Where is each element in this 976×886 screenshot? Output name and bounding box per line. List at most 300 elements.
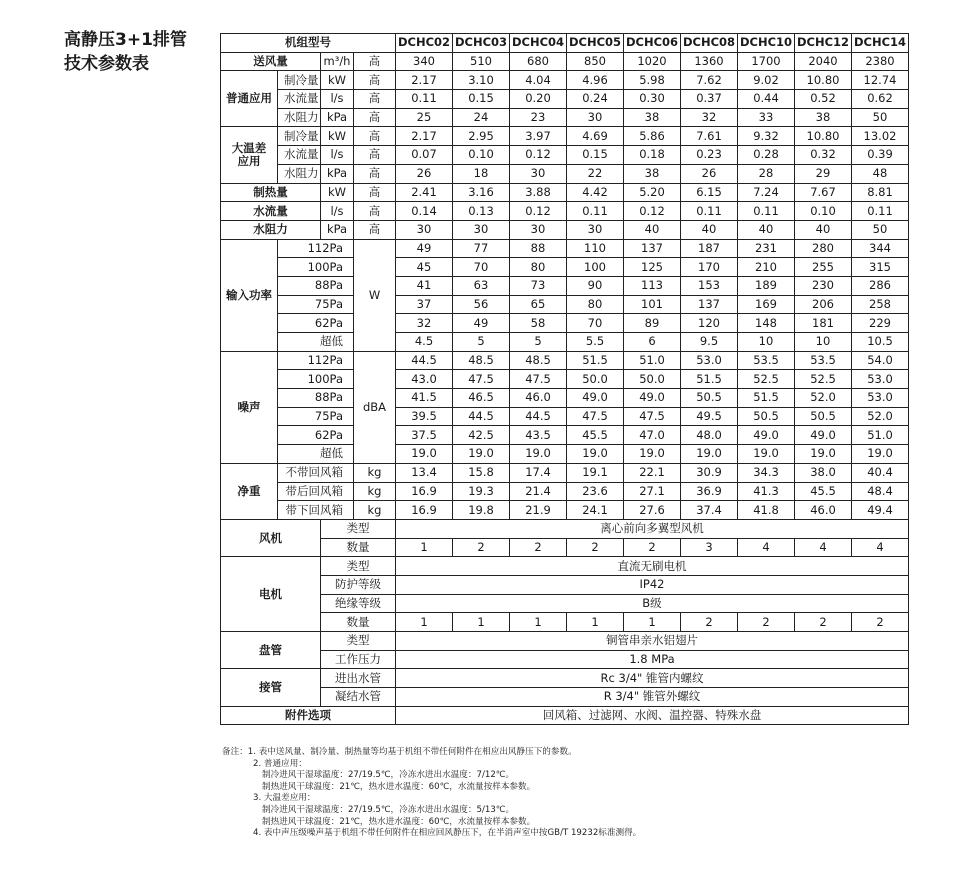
- value-cell: 26: [681, 164, 738, 183]
- value-cell: 89: [624, 314, 681, 333]
- value-cell: 50.5: [795, 407, 852, 426]
- value-cell: 0.11: [852, 202, 909, 221]
- coil-row: [221, 650, 909, 669]
- note-line: 4. 表中声压级噪声基于机组不带任何附件在相应回风静压下，在半消声室中按GB/T 19232标准测得。: [253, 828, 642, 839]
- motor-insul-label: 绝缘等级: [321, 594, 396, 613]
- value-cell: 5.5: [567, 333, 624, 352]
- pressure-cell: 超低: [278, 445, 354, 464]
- value-cell: 10.80: [795, 127, 852, 146]
- value-cell: 12.74: [852, 71, 909, 90]
- value-cell: 255: [795, 258, 852, 277]
- value-cell: 4: [852, 538, 909, 557]
- motor-row: [221, 613, 909, 632]
- value-cell: 2.41: [396, 183, 453, 202]
- pressure-cell: 112Pa: [278, 239, 354, 258]
- value-cell: 137: [624, 239, 681, 258]
- value-cell: 30: [567, 108, 624, 127]
- note-line: 2. 普通应用：: [253, 758, 307, 769]
- value-cell: 48.4: [852, 482, 909, 501]
- value-cell: 24: [453, 108, 510, 127]
- value-cell: 148: [738, 314, 795, 333]
- value-cell: 4.42: [567, 183, 624, 202]
- value-cell: 187: [681, 239, 738, 258]
- value-cell: 0.12: [510, 146, 567, 165]
- pressure-cell: 112Pa: [278, 351, 354, 370]
- value-cell: 58: [510, 314, 567, 333]
- value-cell: 50.0: [567, 370, 624, 389]
- pressure-cell: 88Pa: [278, 276, 354, 295]
- value-cell: 2: [510, 538, 567, 557]
- param-name: 水阻力: [278, 108, 321, 127]
- value-cell: 48: [852, 164, 909, 183]
- value-cell: 258: [852, 295, 909, 314]
- value-cell: 16.9: [396, 501, 453, 520]
- value-cell: 47.5: [567, 407, 624, 426]
- param-name: 水流量: [278, 90, 321, 109]
- value-cell: 49.0: [624, 389, 681, 408]
- pressure-cell: 超低: [278, 333, 354, 352]
- value-cell: 2: [453, 538, 510, 557]
- weight-variant: 不带回风箱: [278, 463, 354, 482]
- value-cell: 22: [567, 164, 624, 183]
- value-cell: 5: [453, 333, 510, 352]
- value-cell: 22.1: [624, 463, 681, 482]
- value-cell: 169: [738, 295, 795, 314]
- value-cell: 30: [396, 220, 453, 239]
- motor-row: [221, 557, 909, 576]
- value-cell: 33: [738, 108, 795, 127]
- value-cell: 19.0: [453, 445, 510, 464]
- value-cell: 0.15: [567, 146, 624, 165]
- value-cell: 0.20: [510, 90, 567, 109]
- value-cell: 50.5: [681, 389, 738, 408]
- value-cell: 53.0: [852, 370, 909, 389]
- value-cell: 39.5: [396, 407, 453, 426]
- fan-row: [221, 538, 909, 557]
- pipe-inout-label: 进出水管: [321, 669, 396, 688]
- value-cell: 3.88: [510, 183, 567, 202]
- value-cell: 40: [624, 220, 681, 239]
- heating-row: [221, 183, 909, 202]
- power-label: 输入功率: [221, 239, 278, 351]
- value-cell: 19.0: [795, 445, 852, 464]
- power-row: [221, 295, 909, 314]
- value-cell: 52.0: [795, 389, 852, 408]
- value-cell: 46.0: [510, 389, 567, 408]
- value-cell: 6: [624, 333, 681, 352]
- motor-type-value: 直流无刷电机: [396, 557, 909, 576]
- value-cell: 5.20: [624, 183, 681, 202]
- airflow-label: 送风量: [221, 52, 321, 71]
- speed-cell: 高: [354, 146, 396, 165]
- value-cell: 2: [681, 613, 738, 632]
- noise-row: [221, 351, 909, 370]
- value-cell: 48.5: [453, 351, 510, 370]
- value-cell: 6.15: [681, 183, 738, 202]
- heating-row: [221, 202, 909, 221]
- pressure-cell: 100Pa: [278, 258, 354, 277]
- unit-cell: m³/h: [321, 52, 354, 71]
- value-cell: 0.07: [396, 146, 453, 165]
- value-cell: 10: [738, 333, 795, 352]
- accessory-row: [221, 706, 909, 725]
- value-cell: 52.5: [795, 370, 852, 389]
- normal-row: [221, 90, 909, 109]
- model-header: DCHC08: [681, 34, 738, 53]
- value-cell: 3.16: [453, 183, 510, 202]
- param-name: 制冷量: [278, 71, 321, 90]
- value-cell: 2: [567, 538, 624, 557]
- pipe-cond-label: 凝结水管: [321, 688, 396, 707]
- value-cell: 42.5: [453, 426, 510, 445]
- value-cell: 2.17: [396, 71, 453, 90]
- spec-table: [220, 33, 909, 725]
- power-row: [221, 239, 909, 258]
- value-cell: 40: [795, 220, 852, 239]
- value-cell: 44.5: [453, 407, 510, 426]
- value-cell: 315: [852, 258, 909, 277]
- noise-row: [221, 445, 909, 464]
- param-name: 制冷量: [278, 127, 321, 146]
- value-cell: 19.8: [453, 501, 510, 520]
- power-row: [221, 333, 909, 352]
- value-cell: 41: [396, 276, 453, 295]
- value-cell: 7.67: [795, 183, 852, 202]
- notes-block: [222, 747, 641, 840]
- unit-cell: kW: [321, 71, 354, 90]
- value-cell: 30: [567, 220, 624, 239]
- value-cell: 38.0: [795, 463, 852, 482]
- model-header: DCHC05: [567, 34, 624, 53]
- coil-type-value: 铜管串亲水铝翅片: [396, 632, 909, 651]
- unit-cell: dBA: [354, 351, 396, 463]
- value-cell: 46.0: [795, 501, 852, 520]
- value-cell: 0.13: [453, 202, 510, 221]
- motor-type-label: 类型: [321, 557, 396, 576]
- noise-row: [221, 370, 909, 389]
- weight-row: [221, 463, 909, 482]
- unit-cell: kPa: [321, 108, 354, 127]
- normal-label: 普通应用: [221, 71, 278, 127]
- value-cell: 2: [852, 613, 909, 632]
- value-cell: 189: [738, 276, 795, 295]
- value-cell: 210: [738, 258, 795, 277]
- motor-row: [221, 575, 909, 594]
- noise-row: [221, 407, 909, 426]
- value-cell: 49: [453, 314, 510, 333]
- value-cell: 0.37: [681, 90, 738, 109]
- value-cell: 8.81: [852, 183, 909, 202]
- value-cell: 13.02: [852, 127, 909, 146]
- value-cell: 73: [510, 276, 567, 295]
- value-cell: 56: [453, 295, 510, 314]
- heating-label: 制热量: [221, 183, 321, 202]
- value-cell: 50: [852, 108, 909, 127]
- value-cell: 52.5: [738, 370, 795, 389]
- value-cell: 45.5: [795, 482, 852, 501]
- model-header: DCHC03: [453, 34, 510, 53]
- speed-cell: 高: [354, 202, 396, 221]
- value-cell: 2.95: [453, 127, 510, 146]
- value-cell: 49.5: [681, 407, 738, 426]
- noise-label: 噪声: [221, 351, 278, 463]
- value-cell: 9.5: [681, 333, 738, 352]
- pipe-row: [221, 669, 909, 688]
- value-cell: 47.5: [453, 370, 510, 389]
- value-cell: 4.69: [567, 127, 624, 146]
- value-cell: 32: [396, 314, 453, 333]
- value-cell: 65: [510, 295, 567, 314]
- value-cell: 1: [567, 613, 624, 632]
- value-cell: 2.17: [396, 127, 453, 146]
- heating-label: 水流量: [221, 202, 321, 221]
- airflow-row: [221, 52, 909, 71]
- value-cell: 51.5: [567, 351, 624, 370]
- value-cell: 38: [624, 164, 681, 183]
- value-cell: 53.0: [681, 351, 738, 370]
- value-cell: 1020: [624, 52, 681, 71]
- accessory-value: 回风箱、过滤网、水阀、温控器、特殊水盘: [396, 706, 909, 725]
- value-cell: 101: [624, 295, 681, 314]
- value-cell: 21.4: [510, 482, 567, 501]
- normal-row: [221, 108, 909, 127]
- note-line: 制热进风干球温度：21℃，热水进水温度：60℃，水流量按样本参数。: [262, 816, 536, 827]
- unit-cell: kW: [321, 183, 354, 202]
- power-row: [221, 276, 909, 295]
- value-cell: 5.98: [624, 71, 681, 90]
- side-title-line-1: 高静压3+1排管: [64, 30, 187, 50]
- value-cell: 19.0: [681, 445, 738, 464]
- header-row: [221, 34, 909, 53]
- value-cell: 0.12: [624, 202, 681, 221]
- value-cell: 46.5: [453, 389, 510, 408]
- motor-label: 电机: [221, 557, 321, 632]
- value-cell: 34.3: [738, 463, 795, 482]
- weight-row: [221, 501, 909, 520]
- value-cell: 19.0: [738, 445, 795, 464]
- value-cell: 40.4: [852, 463, 909, 482]
- value-cell: 50.5: [738, 407, 795, 426]
- value-cell: 19.0: [510, 445, 567, 464]
- value-cell: 286: [852, 276, 909, 295]
- value-cell: 230: [795, 276, 852, 295]
- coil-type-label: 类型: [321, 632, 396, 651]
- value-cell: 0.30: [624, 90, 681, 109]
- value-cell: 63: [453, 276, 510, 295]
- model-header: DCHC14: [852, 34, 909, 53]
- value-cell: 32: [681, 108, 738, 127]
- unit-cell: kg: [354, 482, 396, 501]
- fan-qty-label: 数量: [321, 538, 396, 557]
- unit-cell: W: [354, 239, 396, 351]
- value-cell: 19.0: [852, 445, 909, 464]
- value-cell: 0.11: [396, 90, 453, 109]
- note-line: 制热进风干球温度：21℃，热水进水温度：60℃，水流量按样本参数。: [262, 781, 536, 792]
- value-cell: 49.0: [795, 426, 852, 445]
- weight-label: 净重: [221, 463, 278, 519]
- value-cell: 49.0: [567, 389, 624, 408]
- value-cell: 16.9: [396, 482, 453, 501]
- speed-cell: 高: [354, 164, 396, 183]
- note-line: 制冷进风干湿球温度：27/19.5℃，冷冻水进出水温度：5/13℃。: [262, 804, 515, 815]
- motor-qty-label: 数量: [321, 613, 396, 632]
- value-cell: 47.5: [624, 407, 681, 426]
- value-cell: 49.0: [738, 426, 795, 445]
- value-cell: 0.23: [681, 146, 738, 165]
- bigdelta-label-line-1: 大温差: [231, 140, 267, 155]
- motor-protect-label: 防护等级: [321, 575, 396, 594]
- value-cell: 0.14: [396, 202, 453, 221]
- heating-label: 水阻力: [221, 220, 321, 239]
- value-cell: 1700: [738, 52, 795, 71]
- value-cell: 37.5: [396, 426, 453, 445]
- value-cell: 23.6: [567, 482, 624, 501]
- value-cell: 43.5: [510, 426, 567, 445]
- value-cell: 41.3: [738, 482, 795, 501]
- bigdelta-row: [221, 164, 909, 183]
- value-cell: 52.0: [852, 407, 909, 426]
- accessory-label: 附件选项: [221, 706, 396, 725]
- value-cell: 4.96: [567, 71, 624, 90]
- value-cell: 0.32: [795, 146, 852, 165]
- value-cell: 0.44: [738, 90, 795, 109]
- value-cell: 51.0: [624, 351, 681, 370]
- pressure-cell: 62Pa: [278, 314, 354, 333]
- value-cell: 1: [396, 613, 453, 632]
- value-cell: 1360: [681, 52, 738, 71]
- unit-cell: l/s: [321, 90, 354, 109]
- value-cell: 44.5: [510, 407, 567, 426]
- unit-cell: l/s: [321, 202, 354, 221]
- speed-cell: 高: [354, 220, 396, 239]
- value-cell: 2040: [795, 52, 852, 71]
- value-cell: 0.28: [738, 146, 795, 165]
- motor-row: [221, 594, 909, 613]
- bigdelta-label-line-2: 应用: [237, 153, 261, 168]
- value-cell: 3.97: [510, 127, 567, 146]
- value-cell: 0.12: [510, 202, 567, 221]
- value-cell: 15.8: [453, 463, 510, 482]
- coil-pressure-value: 1.8 MPa: [396, 650, 909, 669]
- value-cell: 100: [567, 258, 624, 277]
- note-line: 备注：1. 表中送风量、制冷量、制热量等均基于机组不带任何附件在相应出风静压下的参数。: [222, 747, 577, 757]
- speed-cell: 高: [354, 127, 396, 146]
- value-cell: 45.5: [567, 426, 624, 445]
- pressure-cell: 88Pa: [278, 389, 354, 408]
- value-cell: 41.8: [738, 501, 795, 520]
- value-cell: 4.5: [396, 333, 453, 352]
- value-cell: 0.11: [567, 202, 624, 221]
- model-header: DCHC06: [624, 34, 681, 53]
- value-cell: 50.0: [624, 370, 681, 389]
- value-cell: 19.1: [567, 463, 624, 482]
- value-cell: 125: [624, 258, 681, 277]
- pressure-cell: 62Pa: [278, 426, 354, 445]
- value-cell: 51.5: [738, 389, 795, 408]
- heating-row: [221, 220, 909, 239]
- value-cell: 0.10: [795, 202, 852, 221]
- value-cell: 48.5: [510, 351, 567, 370]
- normal-row: [221, 71, 909, 90]
- value-cell: 53.5: [738, 351, 795, 370]
- bigdelta-label: [221, 127, 278, 183]
- value-cell: 0.18: [624, 146, 681, 165]
- value-cell: 37.4: [681, 501, 738, 520]
- unit-cell: kPa: [321, 220, 354, 239]
- param-name: 水阻力: [278, 164, 321, 183]
- unit-cell: kPa: [321, 164, 354, 183]
- value-cell: 13.4: [396, 463, 453, 482]
- value-cell: 19.0: [396, 445, 453, 464]
- value-cell: 80: [510, 258, 567, 277]
- value-cell: 10: [795, 333, 852, 352]
- value-cell: 850: [567, 52, 624, 71]
- value-cell: 17.4: [510, 463, 567, 482]
- value-cell: 50: [852, 220, 909, 239]
- value-cell: 51.0: [852, 426, 909, 445]
- value-cell: 19.0: [567, 445, 624, 464]
- speed-cell: 高: [354, 108, 396, 127]
- unit-cell: kg: [354, 501, 396, 520]
- value-cell: 0.11: [738, 202, 795, 221]
- value-cell: 3.10: [453, 71, 510, 90]
- value-cell: 280: [795, 239, 852, 258]
- value-cell: 36.9: [681, 482, 738, 501]
- value-cell: 24.1: [567, 501, 624, 520]
- value-cell: 38: [624, 108, 681, 127]
- pressure-cell: 75Pa: [278, 407, 354, 426]
- noise-row: [221, 389, 909, 408]
- value-cell: 340: [396, 52, 453, 71]
- coil-label: 盘管: [221, 632, 321, 669]
- unit-cell: kW: [321, 127, 354, 146]
- value-cell: 0.39: [852, 146, 909, 165]
- models-label: 机组型号: [221, 34, 396, 53]
- value-cell: 206: [795, 295, 852, 314]
- value-cell: 7.61: [681, 127, 738, 146]
- value-cell: 40: [681, 220, 738, 239]
- pipe-cond-value: R 3/4" 锥管外螺纹: [396, 688, 909, 707]
- value-cell: 510: [453, 52, 510, 71]
- value-cell: 9.02: [738, 71, 795, 90]
- model-header: DCHC10: [738, 34, 795, 53]
- value-cell: 18: [453, 164, 510, 183]
- value-cell: 5.86: [624, 127, 681, 146]
- value-cell: 2: [795, 613, 852, 632]
- pipe-label: 接管: [221, 669, 321, 706]
- value-cell: 53.5: [795, 351, 852, 370]
- value-cell: 229: [852, 314, 909, 333]
- value-cell: 19.3: [453, 482, 510, 501]
- value-cell: 1: [624, 613, 681, 632]
- value-cell: 113: [624, 276, 681, 295]
- value-cell: 30: [453, 220, 510, 239]
- value-cell: 53.0: [852, 389, 909, 408]
- model-header: DCHC12: [795, 34, 852, 53]
- value-cell: 23: [510, 108, 567, 127]
- value-cell: 45: [396, 258, 453, 277]
- fan-type-value: 离心前向多翼型风机: [396, 519, 909, 538]
- value-cell: 10.80: [795, 71, 852, 90]
- speed-cell: 高: [354, 183, 396, 202]
- value-cell: 43.0: [396, 370, 453, 389]
- value-cell: 10.5: [852, 333, 909, 352]
- value-cell: 77: [453, 239, 510, 258]
- value-cell: 344: [852, 239, 909, 258]
- value-cell: 54.0: [852, 351, 909, 370]
- value-cell: 1: [453, 613, 510, 632]
- spec-table-body: [221, 34, 909, 725]
